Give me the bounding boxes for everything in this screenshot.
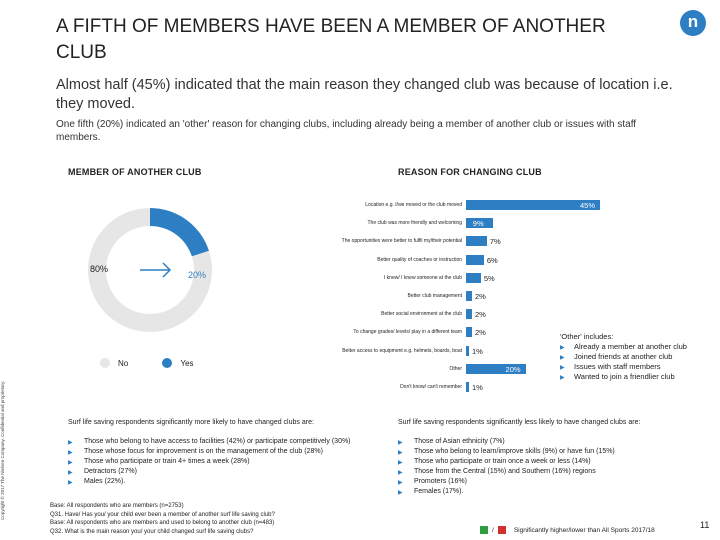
left-chart-heading: MEMBER OF ANOTHER CLUB bbox=[68, 167, 202, 177]
other-note-item: ▶ Joined friends at another club bbox=[560, 352, 708, 362]
significantly-more-likely-box bbox=[68, 418, 368, 487]
base-note-line: Base: All respondents who are members (n=2753) bbox=[50, 503, 184, 509]
bar-value-label: 45% bbox=[580, 201, 596, 210]
sig-less-item: ▶ Those who belong to learn/improve skills (9%) or have fun (15%) bbox=[398, 447, 708, 457]
right-chart-heading: REASON FOR CHANGING CLUB bbox=[398, 167, 542, 177]
legend-label-no: No bbox=[118, 358, 129, 368]
bar bbox=[466, 327, 472, 337]
bar-category-label: To change grades/ levels/ play in a different team bbox=[353, 329, 462, 336]
significance-higher-swatch bbox=[480, 526, 488, 534]
base-notes bbox=[50, 502, 370, 536]
significantly-less-likely-box bbox=[398, 418, 708, 497]
sig-less-item: ▶ Those of Asian ethnicity (7%) bbox=[398, 437, 708, 447]
sig-less-lead: Surf life saving respondents significantly less likely to have changed clubs are: bbox=[398, 419, 641, 426]
page-note: One fifth (20%) indicated an 'other' reason for changing clubs, including already being a member of another club or issues with staff members. bbox=[56, 119, 637, 143]
other-includes-note bbox=[560, 332, 708, 382]
bar-category-label: The club was more friendly and welcoming bbox=[367, 220, 462, 227]
page-title: A FIFTH OF MEMBERS HAVE BEEN A MEMBER OF ANOTHER CLUB bbox=[56, 16, 606, 63]
bar-value-label: 5% bbox=[483, 273, 495, 283]
sig-more-item: ▶ Those who participate or train 4+ times a week (28%) bbox=[68, 457, 368, 467]
page-subtitle: Almost half (45%) indicated that the main reason they changed club was because of location i.e. they moved. bbox=[56, 77, 673, 112]
page-number: 11 bbox=[700, 520, 710, 530]
bar-value-label: 6% bbox=[486, 255, 498, 265]
other-note-heading: 'Other' includes: bbox=[560, 332, 614, 341]
base-note-line: Base: All respondents who are members and used to belong to another club (n=483) bbox=[50, 520, 275, 526]
bar-category-label: Location e.g. I/we moved or the club moved bbox=[365, 202, 462, 208]
bar bbox=[466, 309, 472, 319]
other-note-item: ▶ Wanted to join a friendlier club bbox=[560, 372, 708, 382]
bar-value-label: 2% bbox=[474, 292, 486, 301]
key-label: Significantly higher/lower than All Sports 2017/18 bbox=[513, 526, 655, 534]
significance-lower-swatch bbox=[498, 526, 506, 534]
bar bbox=[466, 273, 481, 283]
copyright-text: Copyright © 2017 The Nielsen Company. Confidential and proprietary. bbox=[0, 380, 5, 520]
bar bbox=[466, 346, 469, 356]
sig-more-lead: Surf life saving respondents significantly more likely to have changed clubs are: bbox=[68, 419, 314, 426]
bar-category-label: Better access to equipment e.g. helmets, boards, boat bbox=[342, 347, 462, 354]
bar bbox=[466, 291, 472, 301]
nielsen-logo: n bbox=[680, 10, 706, 36]
no-percent-label: 80% bbox=[90, 264, 109, 274]
significance-key bbox=[480, 526, 655, 534]
key-separator: / bbox=[492, 526, 494, 534]
other-note-item: ▶ Issues with staff members bbox=[560, 362, 708, 372]
sig-more-item: ▶ Males (22%). bbox=[68, 477, 368, 487]
bar bbox=[466, 255, 484, 265]
sig-more-item: ▶ Detractors (27%) bbox=[68, 467, 368, 477]
bar-value-label: 2% bbox=[474, 310, 486, 320]
sig-more-item: ▶ Those whose focus for improvement is on the management of the club (28%) bbox=[68, 447, 368, 457]
legend-label-yes: Yes bbox=[180, 358, 194, 368]
sig-more-item: ▶ Those who belong to have access to facilities (42%) or participate competitively (30%) bbox=[68, 437, 368, 447]
other-note-item: ▶ Already a member at another club bbox=[560, 342, 708, 352]
bar-value-label: 1% bbox=[471, 383, 483, 392]
bar-category-label: Other bbox=[449, 365, 462, 372]
bar-value-label: 1% bbox=[471, 346, 483, 356]
bar bbox=[466, 236, 487, 246]
bar-category-label: I knew/ I knew someone at the club bbox=[383, 274, 462, 281]
yes-percent-label: 20% bbox=[188, 270, 207, 280]
bar-value-label: 2% bbox=[474, 328, 486, 338]
sig-less-item: ▶ Those who participate or train once a week or less (14%) bbox=[398, 457, 708, 467]
bar-value-label: 7% bbox=[489, 237, 501, 247]
base-note-line: Q31. Have/ Has you/ your child ever been a member of another surf life saving club? bbox=[50, 511, 275, 518]
sig-less-item: ▶ Those from the Central (15%) and Southern (16%) regions bbox=[398, 467, 708, 477]
bar-category-label: Better club management bbox=[407, 293, 462, 299]
bar-category-label: Don't know/ can't remember bbox=[400, 384, 462, 390]
bar-value-label: 20% bbox=[505, 364, 521, 374]
base-note-line: Q32. What is the main reason you/ your child changed surf life saving clubs? bbox=[50, 528, 254, 535]
bar bbox=[466, 382, 469, 392]
sig-less-item: ▶ Promoters (16%) bbox=[398, 477, 708, 487]
bar-category-label: The opportunities were better to fulfil my/their potential bbox=[341, 238, 462, 245]
bar-category-label: Better social environment at the club bbox=[381, 311, 462, 318]
sig-less-item: ▶ Females (17%). bbox=[398, 487, 708, 497]
bar-value-label: 9% bbox=[472, 219, 484, 229]
bar-category-label: Better quality of coaches or instruction bbox=[377, 256, 462, 263]
